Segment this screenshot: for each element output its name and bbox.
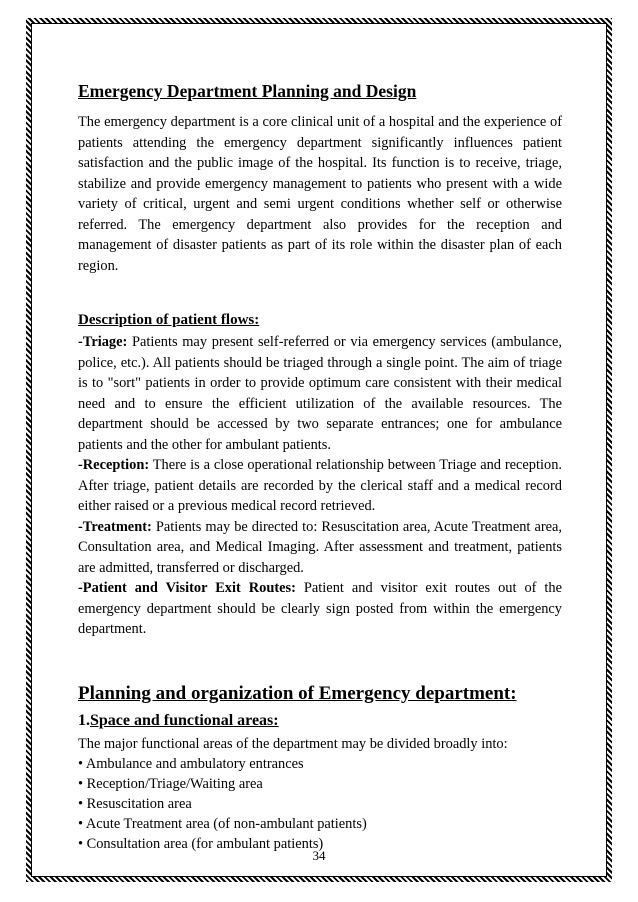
flow-text: There is a close operational relationship between Triage and reception. After triage, patient details are recorded by the clerical staff and a medical record either raised or a previous medical record retrieved. — [78, 457, 562, 514]
functional-areas-list — [78, 754, 562, 854]
flow-item — [78, 455, 562, 517]
list-item: • Reception/Triage/Waiting area — [78, 776, 263, 792]
space-heading — [78, 710, 562, 732]
page-content — [78, 80, 562, 854]
flow-item — [78, 578, 562, 640]
planning-heading: Planning and organization of Emergency department: — [78, 682, 517, 704]
flows-heading: Description of patient flows: — [78, 312, 260, 328]
flow-term: -Treatment: — [78, 518, 152, 535]
space-heading-text: Space and functional areas: — [90, 711, 279, 729]
flow-item — [78, 517, 562, 579]
space-number: 1. — [78, 711, 90, 729]
list-item: • Consultation area (for ambulant patients) — [78, 836, 324, 852]
flow-term: -Reception: — [78, 457, 150, 473]
flow-text: Patients may be directed to: Resuscitation area, Acute Treatment area, Consultation area, and Medical Imaging. After assessment and treatment, patients are admitted, transferred or discharged. — [78, 518, 562, 576]
flow-text: Patient and visitor exit routes out of the emergency department should be clearly sign posted from within the emergency department. — [78, 580, 562, 637]
page-number: 34 — [312, 848, 326, 863]
flow-term: -Triage: — [78, 334, 128, 350]
space-intro: The major functional areas of the department may be divided broadly into: — [78, 735, 508, 752]
list-item: • Ambulance and ambulatory entrances — [78, 756, 304, 772]
list-item: • Acute Treatment area (of non-ambulant patients) — [78, 816, 367, 832]
flow-term: -Patient and Visitor Exit Routes: — [78, 580, 296, 596]
page-title: Emergency Department Planning and Design — [78, 81, 417, 101]
flow-text: Patients may present self-referred or via emergency services (ambulance, police, etc.). All patients should be triaged through a single point. The aim of triage is to "sort" patients in order to provide optimum care consistent with their medical need and to ensure the efficient utilization of the available resources. The department should be accessed by two separate entrances; one for ambulance patients and the other for ambulant patients. — [78, 334, 562, 453]
flow-item — [78, 332, 562, 455]
intro-paragraph: The emergency department is a core clinical unit of a hospital and the experience of patients attending the emergency department significantly influences patient satisfaction and the public image of the hospital. Its function is to receive, triage, stabilize and provide emergency management to patients who present with a wide variety of critical, urgent and semi urgent conditions whether self or otherwise referred. The emergency department also provides for the reception and management of disaster patients as part of its role within the disaster plan of each region. — [78, 114, 562, 274]
list-item: • Resuscitation area — [78, 796, 192, 812]
